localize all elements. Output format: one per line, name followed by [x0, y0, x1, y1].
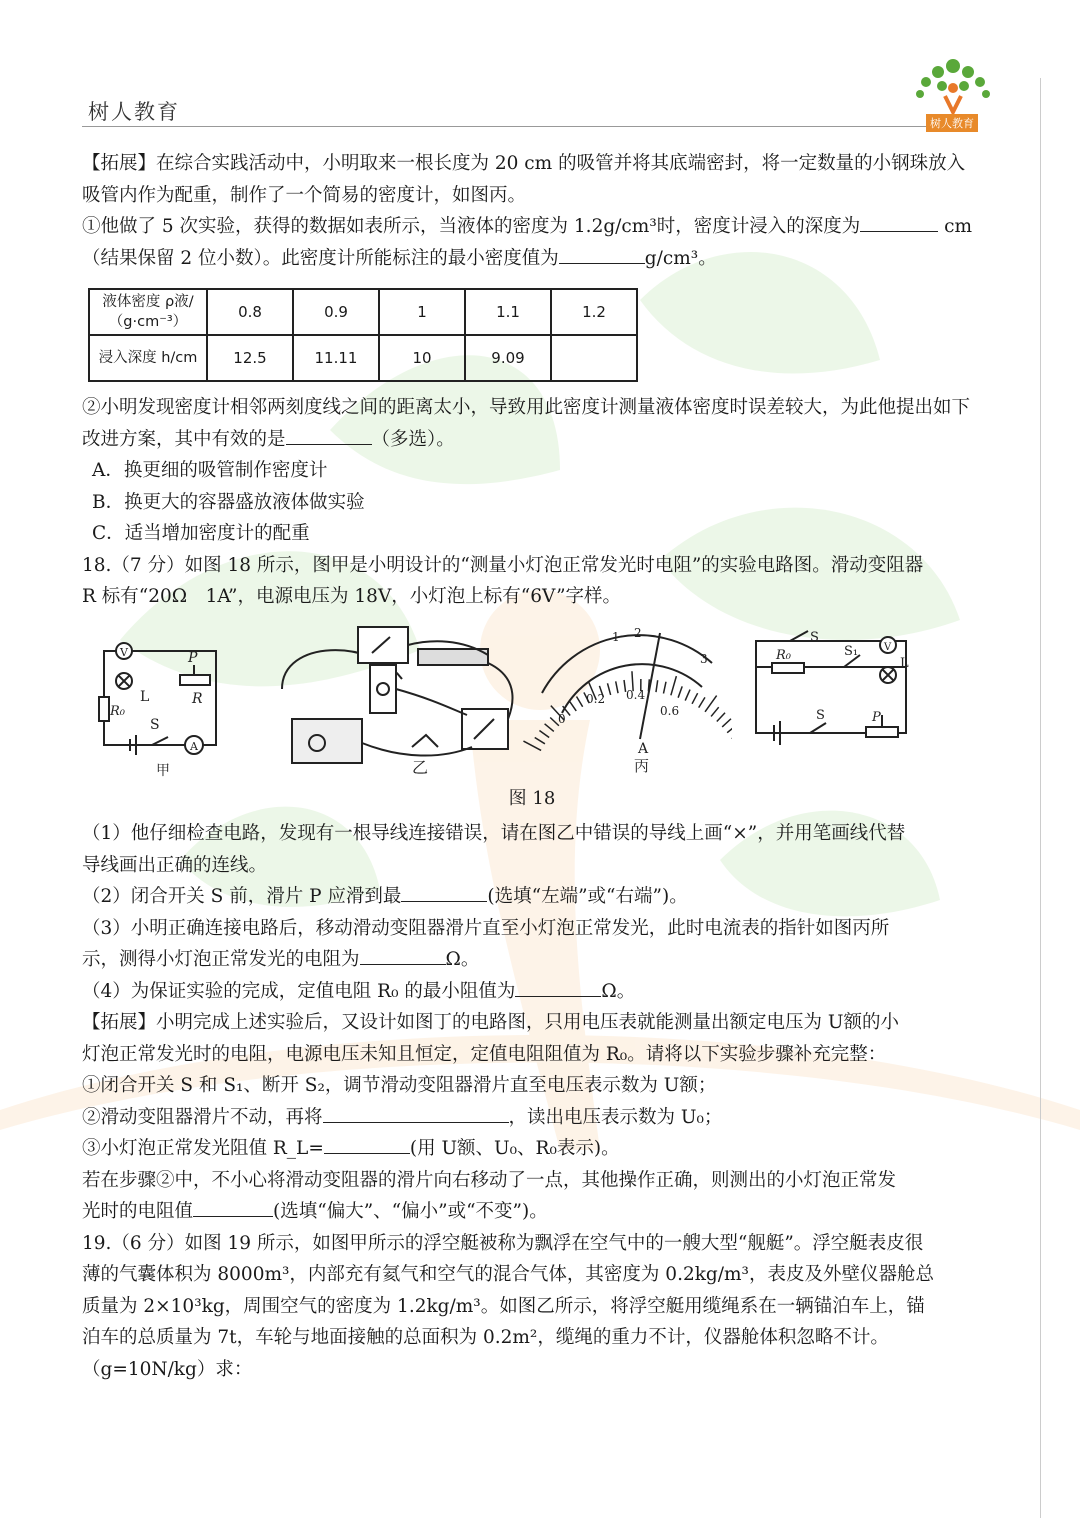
dial-tick-mark	[535, 737, 545, 743]
fig-label-jia: 甲	[156, 762, 170, 779]
q19-line-e: （g=10N/kg）求：	[82, 1358, 253, 1380]
answer-blank-resistance[interactable]	[360, 946, 446, 965]
table-cell: 10	[379, 335, 465, 381]
answer-blank-step2[interactable]	[323, 1104, 509, 1123]
svg-text:R₀: R₀	[110, 703, 125, 719]
table-cell: 1.1	[465, 289, 551, 335]
dial-tick-mark	[722, 718, 731, 726]
answer-blank-slider-end[interactable]	[401, 883, 487, 902]
q19-line-b: 薄的气囊体积为 8000m³，内部充有氦气和空气的混合气体，其密度为 0.2kg/m³，表皮及外壁仪器舱总	[82, 1264, 934, 1285]
q18-part2-text: （2）闭合开关 S 前，滑片 P 应滑到最	[82, 886, 402, 907]
data-table	[88, 288, 638, 382]
header-title: 树人教育	[88, 100, 180, 124]
dial-tick-mark	[663, 681, 666, 693]
svg-text:L: L	[140, 688, 150, 705]
dial-tick-06: 0.6	[660, 703, 680, 718]
dial-tick-mark	[727, 725, 732, 733]
svg-text:S: S	[816, 707, 825, 723]
fig-label-yi: 乙	[412, 757, 429, 777]
dial-tick-mark	[711, 707, 719, 716]
q18-step2	[82, 1102, 982, 1134]
svg-text:S₁: S₁	[844, 643, 859, 659]
dial-tick-mark	[577, 696, 583, 706]
q18-step2-text: ②滑动变阻器滑片不动，再将	[82, 1106, 323, 1128]
table-cell: 1	[379, 289, 465, 335]
dial-tick-mark	[569, 701, 576, 711]
dial-tick-02: 0.2	[586, 691, 606, 706]
table-cell: 9.09	[465, 335, 551, 381]
option-c: C．适当增加密度计的配重	[92, 523, 310, 544]
q18-step3	[82, 1133, 982, 1165]
dial-tick-mark	[699, 697, 705, 707]
q18-stem-b: R 标有“20Ω 1A”，电源电压为 18V，小灯泡上标有“6V”字样。	[82, 586, 622, 607]
q18-ext-a: 【拓展】小明完成上述实验后，又设计如图丁的电路图，只用电压表就能测量出额定电压为 U额的小	[82, 1012, 899, 1033]
ext1-q1-text-c: （结果保留 2 位小数）。此密度计所能标注的最小密度值为	[82, 247, 559, 269]
dial-top-2: 2	[634, 625, 642, 640]
ext1-intro: 【拓展】在综合实践活动中，小明取来一根长度为 20 cm 的吸管并将其底端密封，将一定数量的小钢珠放入吸管内作为配重，制作了一个简易的密度计，如图丙。	[82, 153, 966, 206]
dial-tick-mark	[539, 730, 549, 737]
ext1-q2	[82, 392, 982, 455]
page-edge-line	[1040, 78, 1041, 1518]
header-divider	[82, 126, 962, 127]
q18-note-b	[82, 1196, 982, 1228]
q19-line-d: 泊车的总质量为 7t，车轮与地面接触的总面积为 0.2m²，缆绳的重力不计，仪器舱体积忽略不计。	[82, 1327, 889, 1348]
q18-ext-b: 灯泡正常发光时的电阻，电源电压未知且恒定，定值电阻阻值为 R₀。请将以下实验步骤补充完整：	[82, 1043, 887, 1065]
q18-stem-a: 18.（7 分）如图 18 所示，图甲是小明设计的“测量小灯泡正常发光时电阻”的实验电路图。滑动变阻器	[82, 554, 924, 576]
q18-step3-text: ③小灯泡正常发光阻值 R_L=	[82, 1138, 324, 1159]
table-cell: 1.2	[551, 289, 637, 335]
q18-part1-b: 导线画出正确的连线。	[82, 854, 268, 876]
svg-text:V: V	[120, 645, 128, 659]
q18-note-a: 若在步骤②中，不小心将滑动变阻器的滑片向右移动了一点，其他操作正确，则测出的小灯泡正常发	[82, 1169, 897, 1191]
svg-text:L: L	[900, 655, 909, 671]
q18-part4-text: （4）为保证实验的完成，定值电阻 R₀ 的最小阻值为	[82, 980, 516, 1002]
table-cell-empty[interactable]	[551, 335, 637, 381]
q19-line-c: 质量为 2×10³kg，周围空气的密度为 1.2kg/m³。如图乙所示，将浮空艇用缆绳系在一辆锚泊车上，锚	[82, 1295, 925, 1317]
dial-tick-mark	[545, 723, 554, 731]
svg-text:R: R	[192, 690, 203, 707]
dial-tick-mark	[616, 681, 618, 693]
q18-step3-tail: (用 U额、U₀、R₀表示)。	[409, 1138, 620, 1159]
svg-text:V: V	[884, 641, 892, 653]
table-row-depth	[89, 335, 637, 381]
ext1-q1-text-a: ①他做了 5 次实验，获得的数据如表所示，当液体的密度为 1.2g/cm³时，密度计浸入的深度为	[82, 216, 861, 237]
q18-part3-a: （3）小明正确连接电路后，移动滑动变阻器滑片直至小灯泡正常发光，此时电流表的指针如图丙所	[82, 917, 890, 939]
logo-text: 树人教育	[926, 114, 978, 132]
option-a: A．换更细的吸管制作密度计	[92, 460, 328, 481]
svg-text:R₀: R₀	[776, 647, 791, 663]
ext1-q2-text: ②小明发现密度计相邻两刻度线之间的距离太小，导致用此密度计测量液体密度时误差较大，为此他提出如下改进方案，其中有效的是	[82, 397, 971, 450]
table-cell: 0.8	[207, 289, 293, 335]
ext1-q1-unit: cm	[944, 216, 973, 237]
ext1-q1-text-d: g/cm³。	[644, 247, 717, 269]
answer-blank-r0-min[interactable]	[515, 978, 601, 997]
dial-tick-mark	[717, 712, 725, 721]
table-row-density	[89, 289, 637, 335]
dial-tick-mark	[685, 689, 690, 700]
ext1-q1-cont	[82, 243, 982, 275]
q18-step2-tail: ，读出电压表示数为 U₀；	[508, 1106, 723, 1128]
svg-text:P: P	[872, 709, 881, 725]
svg-text:S: S	[150, 716, 160, 733]
answer-blank-rl[interactable]	[324, 1135, 410, 1154]
fig-label-bing: 丙	[634, 756, 650, 773]
table-cell: 12.5	[207, 335, 293, 381]
table-header-depth: 浸入深度 h/cm	[89, 335, 207, 381]
answer-blank-depth[interactable]	[860, 213, 938, 232]
dial-tick-mark	[656, 680, 658, 692]
dial-top-3: 3	[700, 651, 708, 666]
ammeter-dial-bing	[522, 623, 732, 773]
dial-tick-mark	[678, 686, 682, 697]
ext1-q1	[82, 211, 982, 243]
table-cell: 11.11	[293, 335, 379, 381]
svg-text:P: P	[188, 649, 198, 666]
dial-tick-mark	[523, 741, 541, 750]
dial-tick-mark	[692, 693, 698, 704]
q18-part3-b	[82, 944, 982, 976]
circuit-diagram-jia	[90, 629, 240, 779]
answer-blank-min-density[interactable]	[559, 245, 645, 264]
svg-text:A: A	[190, 739, 198, 753]
dial-top-1: 1	[612, 629, 620, 644]
dial-tick-mark	[607, 683, 610, 695]
table-header-density: 液体密度 ρ液/（g·cm⁻³）	[89, 289, 207, 335]
q18-part1-a: （1）他仔细检查电路，发现有一根导线连接错误，请在图乙中错误的导线上画“×”，并用笔画线代替	[82, 823, 906, 844]
q18-note-text: 光时的电阻值	[82, 1201, 194, 1222]
q18-part2	[82, 881, 982, 913]
q19-line-a: 19.（6 分）如图 19 所示，如图甲所示的浮空艇被称为飘浮在空气中的一艘大型“舰艇”。浮空艇表皮很	[82, 1232, 924, 1254]
dial-tick-04: 0.4	[626, 687, 646, 702]
q18-part2-note: (选填“左端”或“右端”)。	[487, 886, 688, 907]
q18-note-tail: (选填“偏大”、“偏小”或“不变”)。	[273, 1201, 548, 1222]
answer-blank-bias[interactable]	[193, 1198, 273, 1217]
document-body	[82, 148, 982, 1385]
figure-18	[82, 619, 982, 781]
answer-blank-q2[interactable]	[286, 426, 372, 445]
table-cell: 0.9	[293, 289, 379, 335]
q18-part3-unit: Ω。	[445, 949, 480, 970]
figure-caption: 图 18	[508, 787, 556, 809]
svg-text:S: S	[810, 629, 819, 645]
circuit-diagram-ding	[750, 627, 930, 757]
dial-tick-mark	[671, 676, 677, 695]
q18-step1: ①闭合开关 S 和 S₁、断开 S₂，调节滑动变阻器滑片直至电压表示数为 U额；	[82, 1075, 717, 1096]
q18-part4-unit: Ω。	[601, 980, 636, 1002]
q18-part4	[82, 976, 982, 1008]
q18-part3-text: 示，测得小灯泡正常发光的电阻为	[82, 949, 360, 970]
dial-unit: A	[638, 740, 649, 757]
dial-tick-0: 0	[558, 711, 566, 726]
option-b: B．换更大的容器盛放液体做实验	[92, 491, 365, 513]
ext1-q2-note: （多选）。	[371, 428, 455, 450]
dial-tick-mark	[705, 695, 717, 711]
